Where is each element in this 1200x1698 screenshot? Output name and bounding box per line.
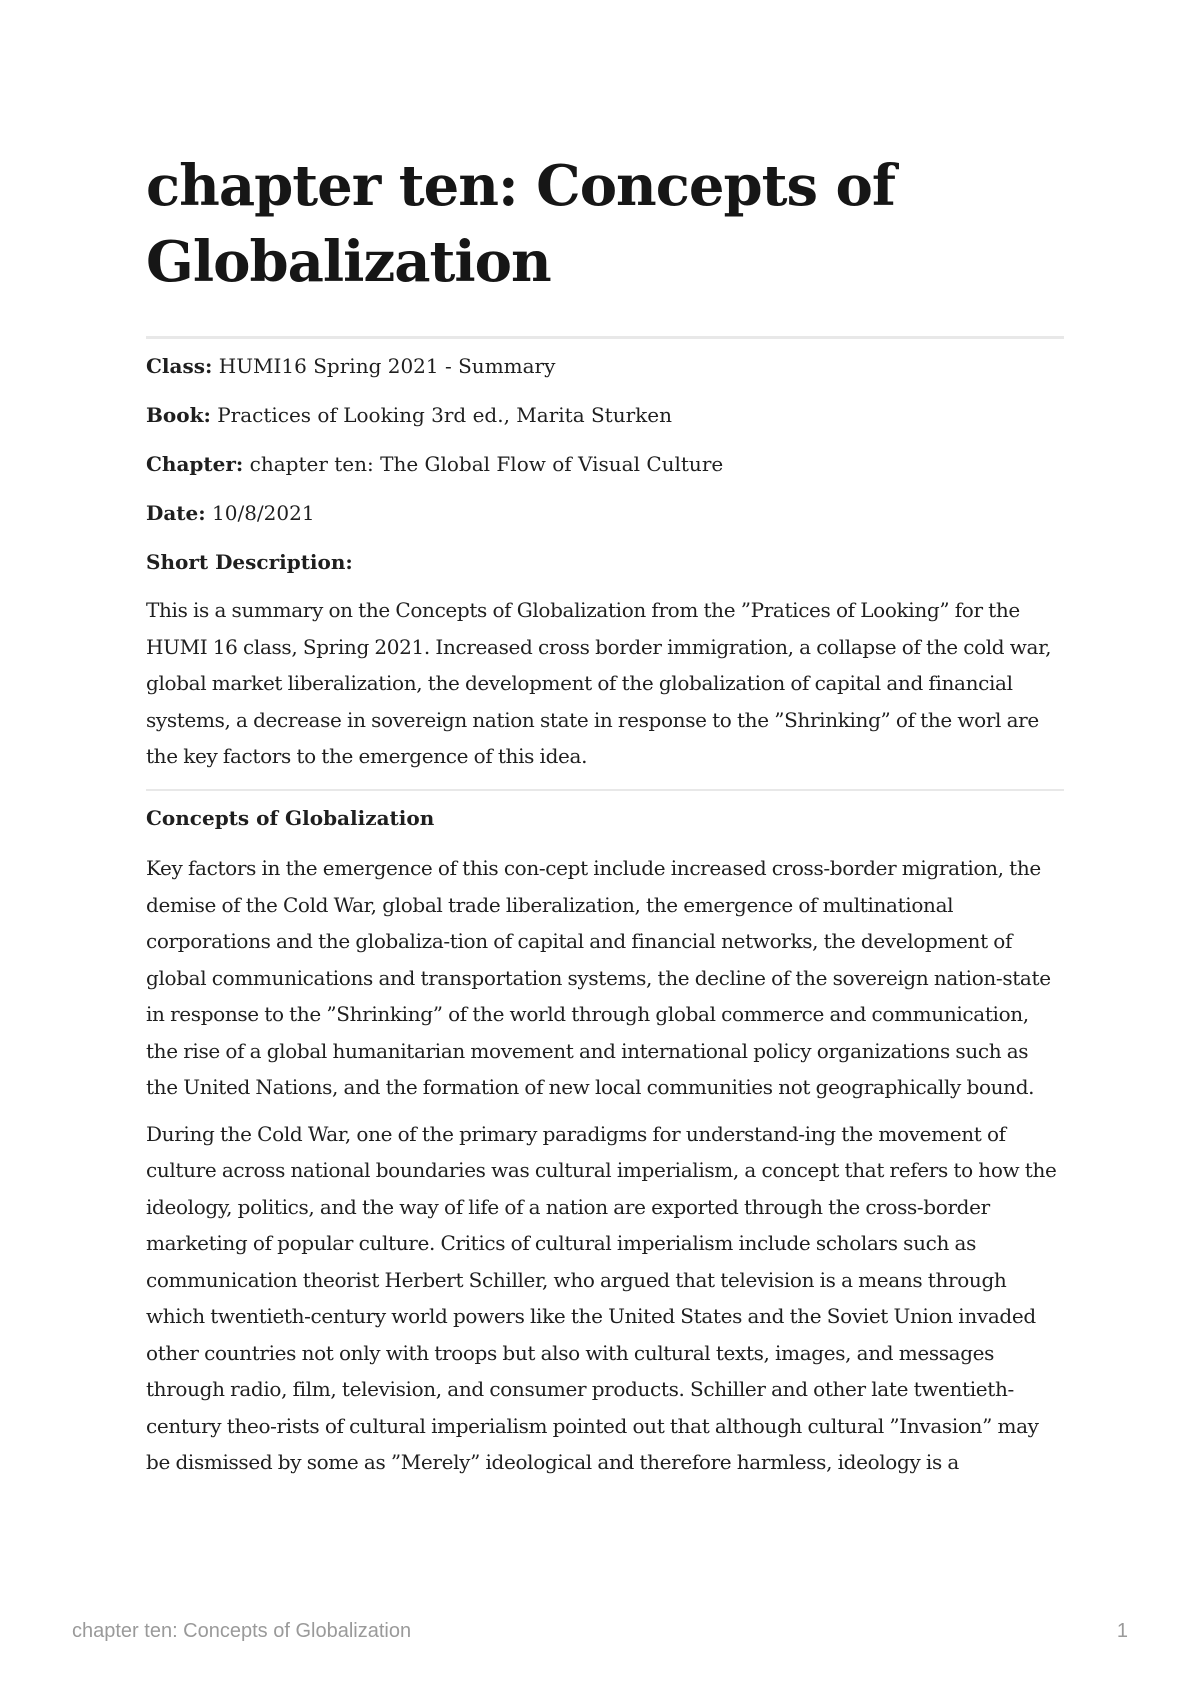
book-value: Practices of Looking 3rd ed., Marita Sturken bbox=[217, 403, 672, 427]
footer-title: chapter ten: Concepts of Globalization bbox=[72, 1620, 412, 1642]
chapter-label: Chapter: bbox=[146, 452, 244, 476]
class-label: Class: bbox=[146, 354, 213, 378]
book-label: Book: bbox=[146, 403, 211, 427]
title-divider bbox=[146, 336, 1064, 339]
body-paragraph: Key factors in the emergence of this con-cept include increased cross-border migration, the demise of the Cold War, global trade liberalization, the emergence of multinational corporations and the globaliza-tion of capital and financial networks, the development of global communications and transportation systems, the decline of the sovereign nation-state in response to the ”Shrinking” of the world through global commerce and communication, the rise of a global humanitarian movement and international policy organizations such as the United Nations, and the formation of new local communities not geographically bound. bbox=[146, 856, 1051, 1099]
document-metadata bbox=[146, 352, 1064, 775]
page-title: chapter ten: Concepts of Globalization bbox=[146, 153, 895, 295]
page-footer bbox=[72, 1620, 1128, 1646]
section-divider bbox=[146, 789, 1064, 791]
class-row bbox=[146, 352, 1064, 380]
concepts-section bbox=[146, 804, 1064, 1491]
date-row bbox=[146, 499, 1064, 527]
page-number: 1 bbox=[1116, 1620, 1128, 1642]
date-value: 10/8/2021 bbox=[212, 501, 315, 525]
chapter-row bbox=[146, 450, 1064, 478]
book-row bbox=[146, 401, 1064, 429]
body-paragraph: During the Cold War, one of the primary paradigms for understand-ing the movement of culture across national boundaries was cultural imperialism, a concept that refers to how the ideology, politics, and the way of life of a nation are exported through the cross-border marketing of popular culture. Critics of cultural imperialism include scholars such as communication theorist Herbert Schiller, who argued that television is a means through which twentieth-century world powers like the United States and the Soviet Union invaded other countries not only with troops but also with cultural texts, images, and messages through radio, film, television, and consumer products. Schiller and other late twentieth-century theo-rists of cultural imperialism pointed out that although cultural ”Invasion” may be dismissed by some as ”Merely” ideological and therefore harmless, ideology is a bbox=[146, 1121, 1057, 1474]
short-description-label: Short Description: bbox=[146, 550, 353, 574]
short-description-text: This is a summary on the Concepts of Globalization from the ”Pratices of Looking” for the HUMI 16 class, Spring 2021. Increased cross border immigration, a collapse of the cold war, global market liberalization, the development of the globalization of capital and financial systems, a decrease in sovereign nation state in response to the ”Shrinking” of the worl are the key factors to the emergence of this idea. bbox=[146, 598, 1052, 768]
chapter-value: chapter ten: The Global Flow of Visual Culture bbox=[249, 452, 724, 476]
date-label: Date: bbox=[146, 501, 206, 525]
section-heading: Concepts of Globalization bbox=[146, 806, 435, 830]
class-value: HUMI16 Spring 2021 - Summary bbox=[218, 354, 556, 378]
